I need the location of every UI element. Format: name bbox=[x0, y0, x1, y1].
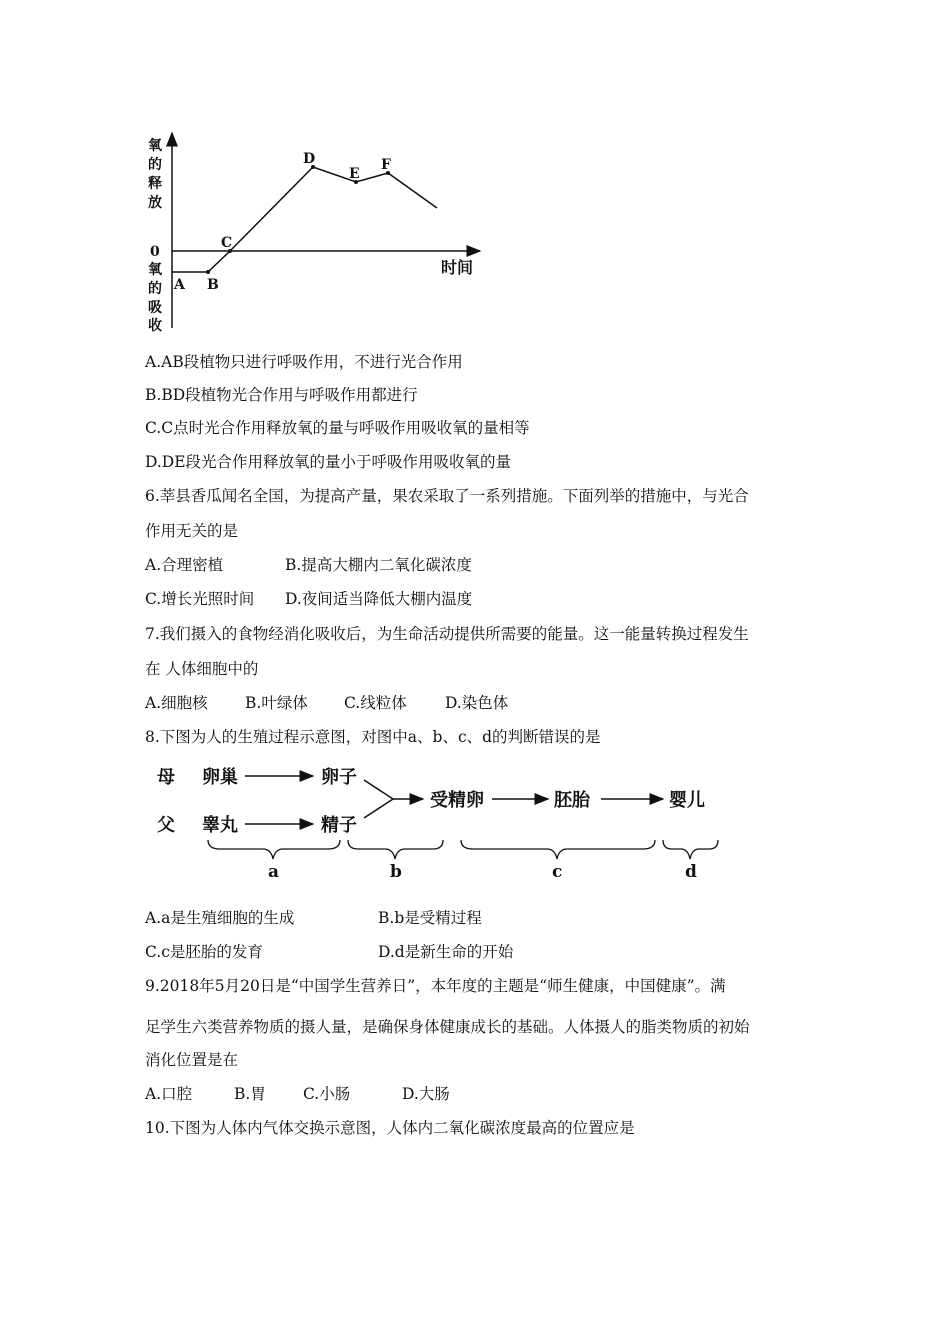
brace-d bbox=[663, 840, 718, 859]
fertilization-join bbox=[364, 780, 423, 818]
q9-stem-line3: 消化位置是在 bbox=[145, 1051, 239, 1069]
y-top-label-1: 氧 bbox=[148, 138, 162, 154]
q8-options-row2 bbox=[145, 940, 513, 962]
q6-option-b: B.提高大棚内二氧化碳浓度 bbox=[285, 556, 472, 574]
testis-label: 睾丸 bbox=[202, 815, 238, 836]
q5-option-c: C.C点时光合作用释放氧的量与呼吸作用吸收氧的量相等 bbox=[145, 419, 530, 437]
q7-option-c: C.线粒体 bbox=[344, 694, 407, 712]
zero-label: 0 bbox=[150, 244, 160, 260]
oxygen-graph bbox=[130, 125, 490, 335]
label-b: B bbox=[207, 277, 219, 293]
q6-stem-line1: 6.莘县香瓜闻名全国，为提高产量，果农采取了一系列措施。下面列举的措施中，与光合 bbox=[145, 487, 749, 505]
y-bottom-label-3: 吸 bbox=[148, 300, 162, 316]
q7-option-d: D.染色体 bbox=[445, 694, 509, 712]
y-top-label-4: 放 bbox=[148, 195, 162, 211]
label-f: F bbox=[381, 157, 391, 173]
label-d-stage: d bbox=[685, 862, 697, 882]
q5-option-b: B.BD段植物光合作用与呼吸作用都进行 bbox=[145, 386, 418, 404]
q7-options bbox=[145, 691, 508, 713]
q10-stem: 10.下图为人体内气体交换示意图，人体内二氧化碳浓度最高的位置应是 bbox=[145, 1119, 635, 1137]
q6-options-row1 bbox=[145, 553, 472, 575]
label-c-stage: c bbox=[552, 862, 563, 882]
q8-option-b: B.b是受精过程 bbox=[378, 909, 482, 927]
q9-stem-line2: 足学生六类营养物质的摄人量，是确保身体健康成长的基础。人体摄人的脂类物质的初始 bbox=[145, 1018, 750, 1036]
q8-options-row1 bbox=[145, 906, 482, 928]
label-c: C bbox=[221, 235, 233, 251]
y-bottom-label-4: 收 bbox=[148, 318, 162, 334]
father-label: 父 bbox=[157, 815, 175, 836]
q7-option-b: B.叶绿体 bbox=[245, 694, 308, 712]
q7-stem-line2: 在 人体细胞中的 bbox=[145, 660, 259, 678]
q9-option-c: C.小肠 bbox=[303, 1085, 351, 1103]
label-b-stage: b bbox=[390, 862, 402, 882]
y-top-label-2: 的 bbox=[148, 157, 162, 173]
mother-label: 母 bbox=[157, 767, 175, 788]
label-e: E bbox=[349, 166, 360, 182]
q6-stem-line2: 作用无关的是 bbox=[145, 522, 239, 540]
oxygen-curve bbox=[172, 167, 437, 272]
q8-option-d: D.d是新生命的开始 bbox=[378, 943, 514, 961]
q6-options-row2 bbox=[145, 587, 472, 609]
y-top-label-3: 释 bbox=[148, 176, 162, 192]
q9-option-d: D.大肠 bbox=[402, 1085, 450, 1103]
q8-stem: 8.下图为人的生殖过程示意图，对图中a、b、c、d的判断错误的是 bbox=[145, 728, 601, 746]
brace-a bbox=[208, 840, 340, 859]
y-bottom-label-2: 的 bbox=[148, 281, 162, 297]
q5-option-a: A.AB段植物只进行呼吸作用，不进行光合作用 bbox=[145, 353, 463, 371]
q9-option-b: B.胃 bbox=[234, 1085, 266, 1103]
label-a: A bbox=[174, 277, 185, 293]
brace-b bbox=[348, 840, 443, 859]
q8-option-a: A.a是生殖细胞的生成 bbox=[145, 909, 295, 927]
ovary-label: 卵巢 bbox=[202, 767, 238, 788]
baby-label: 婴儿 bbox=[669, 790, 705, 811]
q9-options bbox=[145, 1082, 450, 1104]
zygote-label: 受精卵 bbox=[430, 790, 484, 811]
q6-option-d: D.夜间适当降低大棚内温度 bbox=[285, 590, 473, 608]
point-b bbox=[206, 270, 210, 274]
sperm-label: 精子 bbox=[321, 815, 357, 836]
q6-option-a: A.合理密植 bbox=[145, 556, 224, 574]
q6-option-c: C.增长光照时间 bbox=[145, 590, 255, 608]
reproduction-diagram bbox=[145, 758, 735, 886]
q8-option-c: C.c是胚胎的发育 bbox=[145, 943, 263, 961]
q7-option-a: A.细胞核 bbox=[145, 694, 208, 712]
label-d: D bbox=[303, 151, 316, 167]
q5-option-d: D.DE段光合作用释放氧的量小于呼吸作用吸收氧的量 bbox=[145, 453, 512, 471]
y-bottom-label-1: 氧 bbox=[148, 262, 162, 278]
x-axis-label: 时间 bbox=[441, 258, 474, 277]
brace-c bbox=[461, 840, 655, 859]
egg-label: 卵子 bbox=[321, 767, 357, 788]
q7-stem-line1: 7.我们摄入的食物经消化吸收后，为生命活动提供所需要的能量。这一能量转换过程发生 bbox=[145, 625, 749, 643]
q9-option-a: A.口腔 bbox=[145, 1085, 193, 1103]
embryo-label: 胚胎 bbox=[554, 790, 590, 811]
label-a-stage: a bbox=[268, 862, 280, 882]
q9-stem-line1: 9.2018年5月20日是“中国学生营养日”，本年度的主题是“师生健康，中国健康”。满 bbox=[145, 977, 726, 995]
